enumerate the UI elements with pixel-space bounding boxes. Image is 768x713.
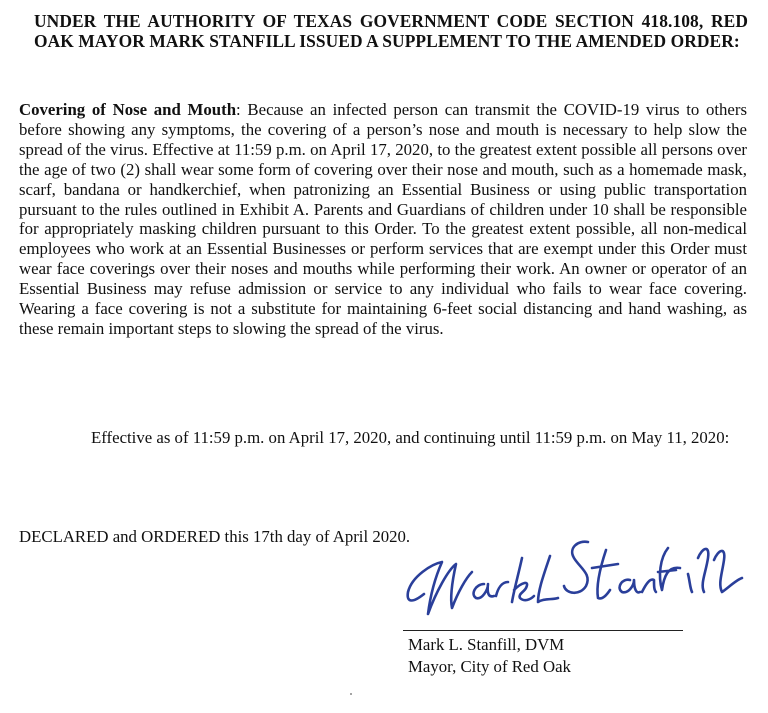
effective-paragraph: Effective as of 11:59 p.m. on April 17, 2020, and continuing until 11:59 p.m. on May 11, 2020:: [91, 428, 730, 447]
signature-image: [392, 528, 754, 630]
signature-line: [403, 630, 683, 631]
declared-line: DECLARED and ORDERED this 17th day of April 2020.: [19, 527, 411, 546]
order-heading: UNDER THE AUTHORITY OF TEXAS GOVERNMENT CODE SECTION 418.108, RED OAK MAYOR MARK STANFILL ISSUED A SUPPLEMENT TO THE AMENDED ORDER:: [34, 11, 748, 51]
signer-name: Mark L. Stanfill, DVM: [408, 635, 565, 654]
scan-speck: [350, 693, 352, 695]
covering-lead: Covering of Nose and Mouth: [19, 100, 237, 119]
covering-text: : Because an infected person can transmit the COVID-19 virus to others before showing any symptoms, the covering of a person’s nose and mouth is necessary to help slow the spread of the virus. Effective at 11:59 p.m. on April 17, 2020, to the greatest extent possible all persons over the age of two (2) shall wear some form of covering over their nose and mouth, such as a homemade mask, scarf, bandana or handkerchief, when patronizing an Essential Business or using public transportation pursuant to the rules outlined in Exhibit A. Parents and Guardians of children under 10 shall be responsible for appropriately masking children pursuant to this Order. To the greatest extent possible, all non-medical employees who work at an Essential Businesses or perform services that are exempt under this Order must wear face coverings over their noses and mouths while performing their work. An owner or operator of an Essential Business may refuse admission or service to any individual who fails to wear face covering. Wearing a face covering is not a substitute for maintaining 6-feet social distancing and hand washing, as these remain important steps to slowing the spread of the virus.: [19, 100, 747, 338]
signer-title: Mayor, City of Red Oak: [408, 657, 571, 676]
covering-paragraph: [19, 100, 747, 339]
